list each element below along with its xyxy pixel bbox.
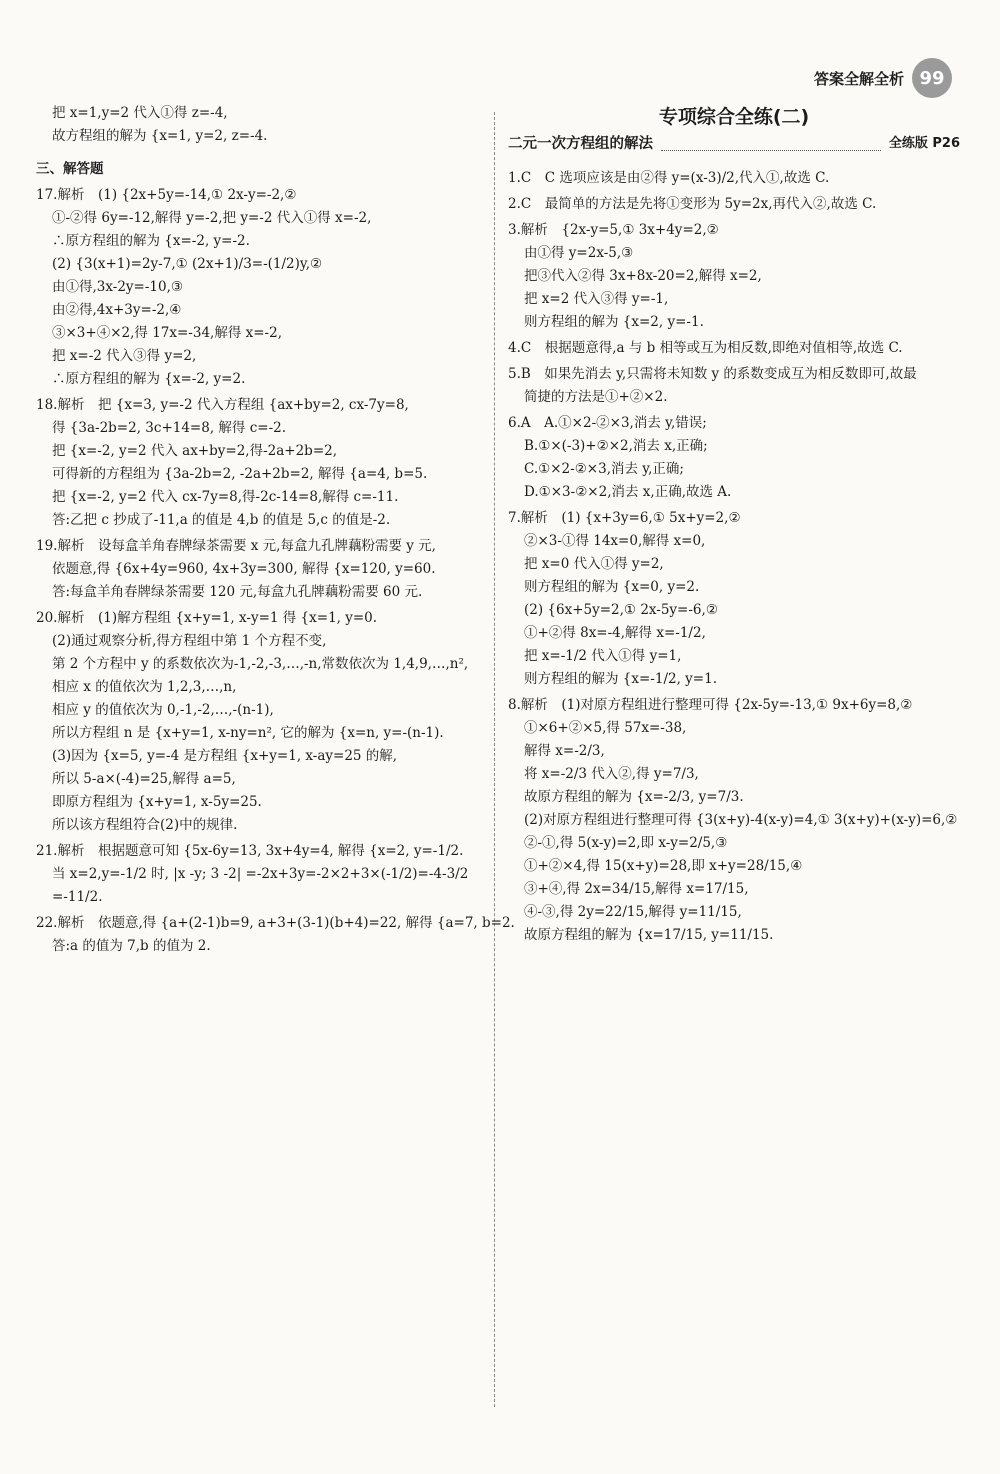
text-line: 1.C C 选项应该是由②得 y=(x-3)/2,代入①,故选 C. — [508, 170, 830, 186]
text-line: 得 {3a-2b=2, 3c+14=8, 解得 c=-2. — [52, 420, 287, 436]
section-title: 专项综合全练(二) — [658, 106, 810, 128]
right-column — [508, 102, 960, 947]
text-line: 故方程组的解为 {x=1, y=2, z=-4. — [52, 128, 268, 144]
text-line: 把 x=2 代入③得 y=-1, — [524, 291, 669, 307]
text-line: 依题意,得 {6x+4y=960, 4x+3y=300, 解得 {x=120, y=60. — [52, 561, 436, 577]
text-line: C.①×2-②×3,消去 y,正确; — [524, 461, 684, 477]
text-line: 由①得,3x-2y=-10,③ — [52, 279, 183, 295]
section-ref: 全练版 P26 — [888, 136, 960, 151]
text-line: 18.解析 把 {x=3, y=-2 代入方程组 {ax+by=2, cx-7y=8, — [36, 397, 409, 413]
text-line: 由②得,4x+3y=-2,④ — [52, 302, 182, 318]
right-lines — [508, 167, 960, 947]
text-line: 故原方程组的解为 {x=-2/3, y=7/3. — [524, 789, 744, 805]
section-subtitle: 二元一次方程组的解法 — [508, 136, 653, 152]
text-line: 7.解析 (1) {x+3y=6,① 5x+y=2,② — [508, 510, 741, 526]
text-line: 21.解析 根据题意可知 {5x-6y=13, 3x+4y=4, 解得 {x=2, y=-1/2. — [36, 843, 464, 859]
text-line: 相应 x 的值依次为 1,2,3,…,n, — [52, 679, 237, 695]
text-line: 所以 5-a×(-4)=25,解得 a=5, — [52, 771, 236, 787]
text-line: 则方程组的解为 {x=2, y=-1. — [524, 314, 704, 330]
text-line: ③+④,得 2x=34/15,解得 x=17/15, — [524, 881, 749, 897]
text-line: 19.解析 设每盒羊角春牌绿茶需要 x 元,每盒九孔牌藕粉需要 y 元, — [36, 538, 436, 554]
text-line: 3.解析 {2x-y=5,① 3x+4y=2,② — [508, 222, 719, 238]
text-line: 把 x=-2 代入③得 y=2, — [52, 348, 197, 364]
text-line: (3)因为 {x=5, y=-4 是方程组 {x+y=1, x-ay=25 的解, — [52, 748, 398, 764]
text-line: ②-①,得 5(x-y)=2,即 x-y=2/5,③ — [524, 835, 728, 851]
text-line: 将 x=-2/3 代入②,得 y=7/3, — [524, 766, 699, 782]
text-line: 6.A A.①×2-②×3,消去 y,错误; — [508, 415, 707, 431]
text-line: ①-②得 6y=-12,解得 y=-2,把 y=-2 代入①得 x=-2, — [52, 210, 372, 226]
text-line: 22.解析 依题意,得 {a+(2-1)b=9, a+3+(3-1)(b+4)=22, 解得 {a=7, b=2. — [36, 915, 515, 931]
text-line: ∴原方程组的解为 {x=-2, y=2. — [52, 371, 246, 387]
text-line: 可得新的方程组为 {3a-2b=2, -2a+2b=2, 解得 {a=4, b=5. — [52, 466, 428, 482]
column-divider — [494, 112, 495, 1407]
text-line: ①×6+②×5,得 57x=-38, — [524, 720, 687, 736]
text-line: 所以该方程组符合(2)中的规律. — [52, 817, 238, 833]
text-line: 相应 y 的值依次为 0,-1,-2,…,-(n-1), — [52, 702, 274, 718]
text-line: 答:每盒羊角春牌绿茶需要 120 元,每盒九孔牌藕粉需要 60 元. — [52, 584, 423, 600]
text-line: 把 x=0 代入①得 y=2, — [524, 556, 664, 572]
text-line: 由①得 y=2x-5,③ — [524, 245, 634, 261]
text-line: 则方程组的解为 {x=0, y=2. — [524, 579, 700, 595]
text-line: 把 {x=-2, y=2 代入 ax+by=2,得-2a+2b=2, — [52, 443, 338, 459]
header-title: 答案全解全析 — [813, 69, 904, 88]
text-line: 所以方程组 n 是 {x+y=1, x-ny=n², 它的解为 {x=n, y=-(n-1). — [52, 725, 444, 741]
text-line: (2) {3(x+1)=2y-7,① (2x+1)/3=-(1/2)y,② — [52, 256, 323, 272]
text-line: 2.C 最简单的方法是先将①变形为 5y=2x,再代入②,故选 C. — [508, 196, 877, 212]
text-line: 答:乙把 c 抄成了-11,a 的值是 4,b 的值是 5,c 的值是-2. — [52, 512, 391, 528]
leader-dots — [661, 138, 881, 151]
left-column — [36, 102, 515, 958]
text-line: (2)对原方程组进行整理可得 {3(x+y)-4(x-y)=4,① 3(x+y)+(x-y)=6,② — [524, 812, 958, 828]
text-line: ∴原方程组的解为 {x=-2, y=-2. — [52, 233, 250, 249]
text-line: (2) {6x+5y=2,① 2x-5y=-6,② — [524, 602, 718, 618]
text-line: ①+②得 8x=-4,解得 x=-1/2, — [524, 625, 706, 641]
text-line: 把 x=1,y=2 代入①得 z=-4, — [52, 105, 228, 121]
text-line: 4.C 根据题意得,a 与 b 相等或互为相反数,即绝对值相等,故选 C. — [508, 340, 903, 356]
text-line: D.①×3-②×2,消去 x,正确,故选 A. — [524, 484, 732, 500]
text-line: ②×3-①得 14x=0,解得 x=0, — [524, 533, 706, 549]
text-line: =-11/2. — [52, 889, 103, 905]
text-line: ③×3+④×2,得 17x=-34,解得 x=-2, — [52, 325, 282, 341]
text-line: 5.B 如果先消去 y,只需将未知数 y 的系数变成互为相反数即可,故最 — [508, 366, 917, 382]
text-line: 把 x=-1/2 代入①得 y=1, — [524, 648, 682, 664]
text-line: 20.解析 (1)解方程组 {x+y=1, x-y=1 得 {x=1, y=0. — [36, 610, 378, 626]
text-line: ①+②×4,得 15(x+y)=28,即 x+y=28/15,④ — [524, 858, 803, 874]
text-line: 8.解析 (1)对原方程组进行整理可得 {2x-5y=-13,① 9x+6y=8,② — [508, 697, 913, 713]
section-subtitle-row — [508, 132, 960, 156]
text-line: 三、解答题 — [36, 161, 104, 177]
page-number: 99 — [912, 58, 952, 98]
text-line: (2)通过观察分析,得方程组中第 1 个方程不变, — [52, 633, 327, 649]
text-line: B.①×(-3)+②×2,消去 x,正确; — [524, 438, 708, 454]
text-line: 答:a 的值为 7,b 的值为 2. — [52, 938, 211, 954]
text-line: 简捷的方法是①+②×2. — [524, 389, 668, 405]
text-line: ④-③,得 2y=22/15,解得 y=11/15, — [524, 904, 742, 920]
text-line: 即原方程组为 {x+y=1, x-5y=25. — [52, 794, 262, 810]
text-line: 解得 x=-2/3, — [524, 743, 605, 759]
text-line: 17.解析 (1) {2x+5y=-14,① 2x-y=-2,② — [36, 187, 297, 203]
text-line: 第 2 个方程中 y 的系数依次为-1,-2,-3,…,-n,常数依次为 1,4,9,…,n², — [52, 656, 469, 672]
text-line: 把③代入②得 3x+8x-20=2,解得 x=2, — [524, 268, 762, 284]
text-line: 故原方程组的解为 {x=17/15, y=11/15. — [524, 927, 774, 943]
page-header — [814, 58, 952, 98]
text-line: 把 {x=-2, y=2 代入 cx-7y=8,得-2c-14=8,解得 c=-11. — [52, 489, 399, 505]
text-line: 当 x=2,y=-1/2 时, |x -y; 3 -2| =-2x+3y=-2×2+3×(-1/2)=-4-3/2 — [52, 866, 469, 882]
text-line: 则方程组的解为 {x=-1/2, y=1. — [524, 671, 717, 687]
